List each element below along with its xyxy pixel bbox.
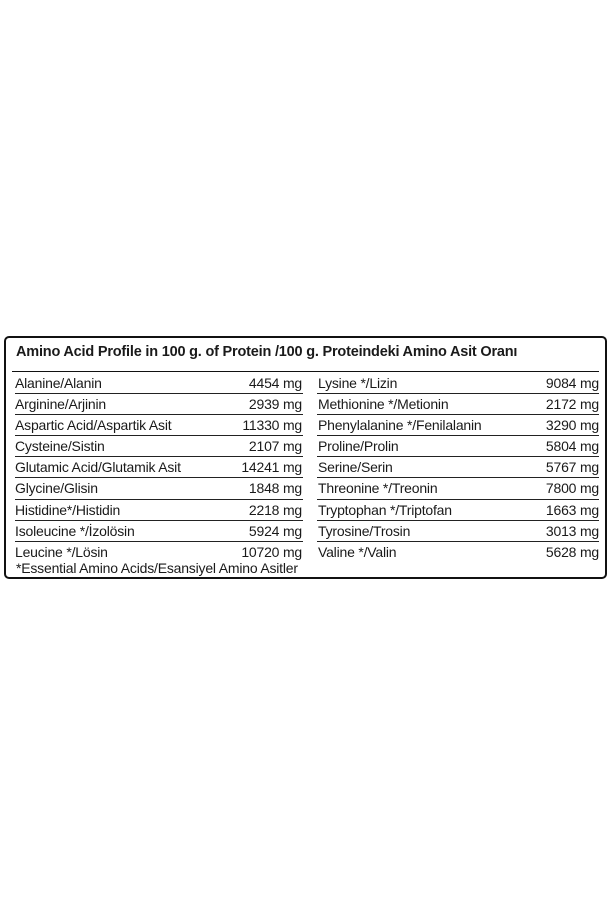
table-row — [15, 394, 599, 415]
amino-acid-value: 2172 mg — [545, 396, 599, 413]
amino-acid-name: Isoleucine */İzolösin — [15, 522, 135, 539]
table-row — [15, 457, 599, 478]
table-row — [15, 436, 599, 457]
amino-acid-name: Alanine/Alanin — [15, 375, 102, 391]
amino-acid-value: 4454 mg — [248, 375, 302, 391]
amino-acid-value: 7800 mg — [545, 480, 599, 497]
amino-acid-value: 5628 mg — [545, 543, 599, 560]
amino-acid-value: 2939 mg — [248, 396, 302, 413]
amino-acid-name: Threonine */Treonin — [318, 480, 438, 497]
amino-acid-name: Aspartic Acid/Aspartik Asit — [15, 417, 172, 434]
table-row — [15, 500, 599, 521]
amino-acid-name: Phenylalanine */Fenilalanin — [318, 417, 482, 434]
amino-acid-name: Tryptophan */Triptofan — [318, 501, 452, 518]
amino-acid-name: Leucine */Lösin — [15, 543, 108, 560]
amino-acid-value: 3013 mg — [545, 522, 599, 539]
amino-acid-name: Glycine/Glisin — [15, 480, 98, 497]
amino-acid-name: Cysteine/Sistin — [15, 438, 105, 455]
amino-acid-name: Proline/Prolin — [318, 438, 399, 455]
amino-acid-value: 2107 mg — [248, 438, 302, 455]
amino-acid-name: Arginine/Arjinin — [15, 396, 106, 413]
table-body — [15, 373, 599, 563]
table-row — [15, 415, 599, 436]
essential-footnote: *Essential Amino Acids/Esansiyel Amino Asitler — [16, 560, 298, 576]
amino-acid-value: 10720 mg — [241, 543, 302, 560]
amino-acid-value: 1663 mg — [545, 501, 599, 518]
table-row — [15, 478, 599, 499]
amino-acid-value: 14241 mg — [241, 459, 302, 476]
amino-acid-value: 3290 mg — [545, 417, 599, 434]
title-divider — [12, 371, 599, 372]
amino-acid-value: 5804 mg — [545, 438, 599, 455]
table-title: Amino Acid Profile in 100 g. of Protein /100 g. Proteindeki Amino Asit Oranı — [16, 344, 518, 360]
amino-acid-value: 1848 mg — [248, 480, 302, 497]
amino-acid-name: Histidine*/Histidin — [15, 501, 121, 518]
amino-acid-name: Methionine */Metionin — [318, 396, 449, 413]
amino-acid-value: 2218 mg — [248, 501, 302, 518]
amino-acid-value: 9084 mg — [545, 375, 599, 391]
table-row — [15, 521, 599, 542]
amino-acid-name: Serine/Serin — [318, 459, 393, 476]
amino-acid-table — [4, 336, 607, 579]
table-row — [15, 373, 599, 394]
amino-acid-name: Lysine */Lizin — [318, 375, 398, 391]
amino-acid-name: Valine */Valin — [318, 543, 397, 560]
amino-acid-value: 5924 mg — [248, 522, 302, 539]
amino-acid-value: 5767 mg — [545, 459, 599, 476]
amino-acid-name: Tyrosine/Trosin — [318, 522, 411, 539]
amino-acid-name: Glutamic Acid/Glutamik Asit — [15, 459, 181, 476]
amino-acid-value: 11330 mg — [242, 417, 302, 434]
